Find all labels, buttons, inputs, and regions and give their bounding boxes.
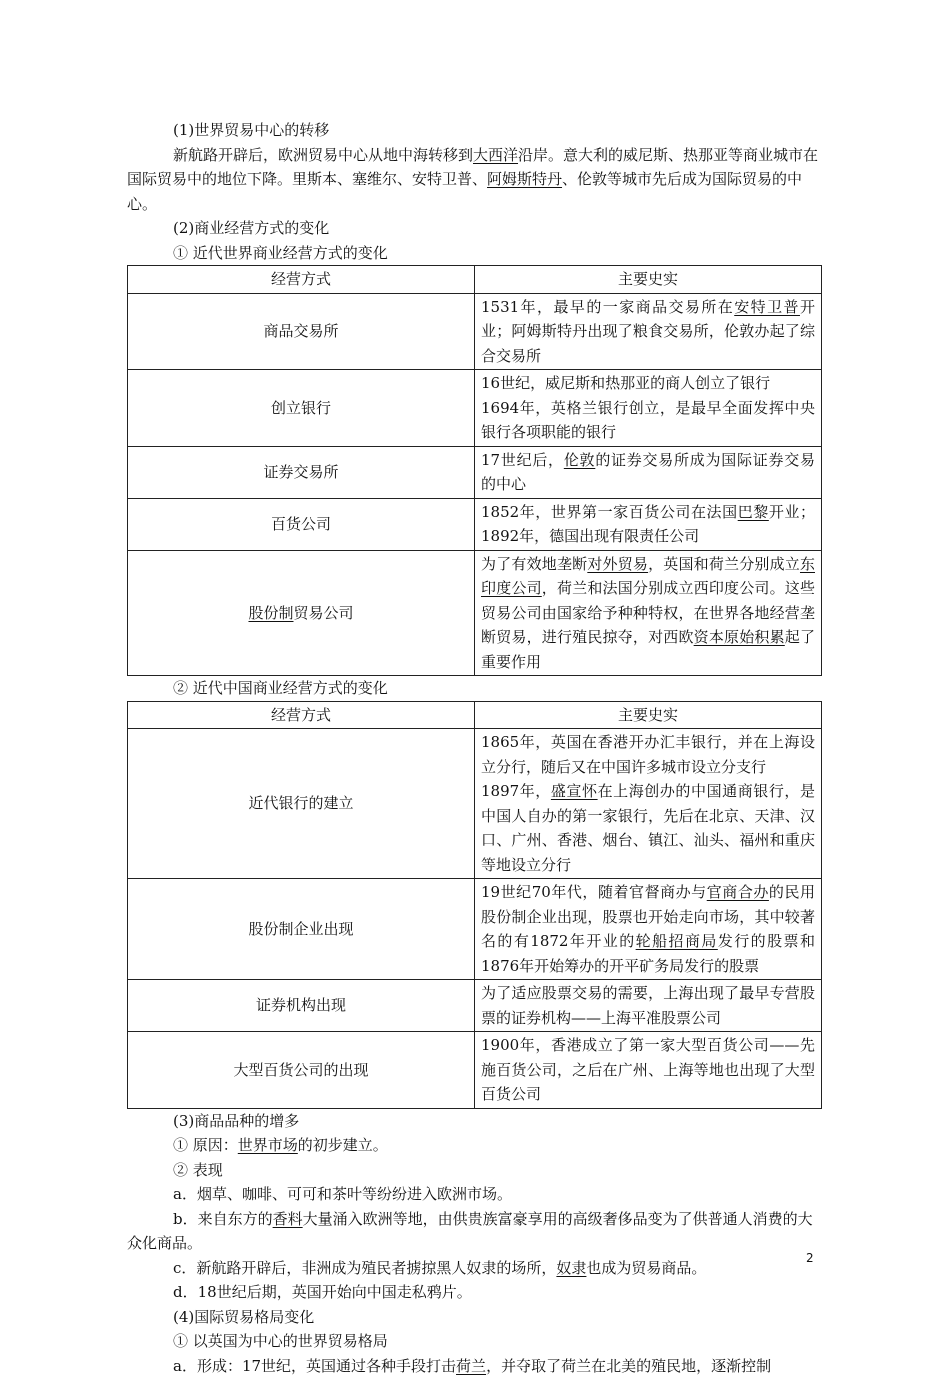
blank-atlantic: 大西洋 [473, 146, 518, 164]
table-world-business-modes [127, 265, 822, 676]
header-facts: 主要史实 [475, 266, 822, 294]
table-row [128, 879, 822, 980]
subheading-british-pattern: ① 以英国为中心的世界贸易格局 [127, 1329, 822, 1354]
row-label: 股份制贸易公司 [128, 550, 475, 676]
subheading-world-business: ① 近代世界商业经营方式的变化 [127, 241, 822, 266]
row-label: 百货公司 [128, 498, 475, 550]
table-china-business-modes [127, 701, 822, 1109]
table-row [128, 980, 822, 1032]
list-item: d．18世纪后期，英国开始向中国走私鸦片。 [127, 1280, 822, 1305]
table-header-row [128, 701, 822, 729]
row-label: 近代银行的建立 [128, 729, 475, 879]
row-label: 大型百货公司的出现 [128, 1032, 475, 1109]
section-heading-business-mode: (2)商业经营方式的变化 [127, 216, 822, 241]
document-body [127, 118, 822, 1378]
blank-slaves: 奴隶 [556, 1259, 586, 1277]
row-facts: 为了适应股票交易的需要，上海出现了最早专营股票的证券机构——上海平准股票公司 [475, 980, 822, 1032]
list-item: a．形成：17世纪，英国通过各种手段打击荷兰，并夺取了荷兰在北美的殖民地，逐渐控制 [127, 1354, 822, 1378]
paragraph-trade-center: 新航路开辟后，欧洲贸易中心从地中海转移到大西洋沿岸。意大利的威尼斯、热那亚等商业城市在国际贸易中的地位下降。里斯本、塞维尔、安特卫普、阿姆斯特丹、伦敦等城市先后成为国际贸易的中心。 [127, 143, 822, 217]
subheading-china-business: ② 近代中国商业经营方式的变化 [127, 676, 822, 701]
paragraph-manifestation: ② 表现 [127, 1158, 822, 1183]
page-number: 2 [806, 1251, 814, 1265]
list-item: c．新航路开辟后，非洲成为殖民者掳掠黑人奴隶的场所，奴隶也成为贸易商品。 [127, 1256, 822, 1281]
section-heading-goods-variety: (3)商品品种的增多 [127, 1109, 822, 1134]
table-row [128, 729, 822, 879]
table-row [128, 293, 822, 370]
row-label: 证券交易所 [128, 446, 475, 498]
paragraph-reason: ① 原因：世界市场的初步建立。 [127, 1133, 822, 1158]
row-facts: 1865年，英国在香港开办汇丰银行，并在上海设立分行，随后又在中国许多城市设立分支行 1897年，盛宣怀在上海创办的中国通商银行，是中国人自办的第一家银行，先后在北京、天津、汉口、广州、香港、烟台、镇江、汕头、福州和重庆等地设立分行 [475, 729, 822, 879]
table-header-row [128, 266, 822, 294]
row-facts: 1531年，最早的一家商品交易所在安特卫普开业；阿姆斯特丹出现了粮食交易所，伦敦办起了综合交易所 [475, 293, 822, 370]
row-facts: 1852年，世界第一家百货公司在法国巴黎开业；1892年，德国出现有限责任公司 [475, 498, 822, 550]
row-label: 商品交易所 [128, 293, 475, 370]
blank-amsterdam: 阿姆斯特丹 [487, 170, 562, 188]
section-heading-trade-pattern: (4)国际贸易格局变化 [127, 1305, 822, 1330]
table-row [128, 370, 822, 447]
header-mode: 经营方式 [128, 266, 475, 294]
row-facts: 16世纪，威尼斯和热那亚的商人创立了银行 1694年，英格兰银行创立，是最早全面发挥中央银行各项职能的银行 [475, 370, 822, 447]
row-facts: 1900年，香港成立了第一家大型百货公司——先施百货公司，之后在广州、上海等地也出现了大型百货公司 [475, 1032, 822, 1109]
list-item: b．来自东方的香料大量涌入欧洲等地，由供贵族富豪享用的高级奢侈品变为了供普通人消费的大众化商品。 [127, 1207, 822, 1256]
list-item: a．烟草、咖啡、可可和茶叶等纷纷进入欧洲市场。 [127, 1182, 822, 1207]
table-row [128, 498, 822, 550]
header-facts: 主要史实 [475, 701, 822, 729]
row-label: 创立银行 [128, 370, 475, 447]
table-row [128, 1032, 822, 1109]
blank-netherlands: 荷兰 [456, 1357, 486, 1375]
blank-spices: 香料 [273, 1210, 303, 1228]
row-label: 股份制企业出现 [128, 879, 475, 980]
header-mode: 经营方式 [128, 701, 475, 729]
table-row [128, 550, 822, 676]
table-row [128, 446, 822, 498]
row-facts: 19世纪70年代，随着官督商办与官商合办的民用股份制企业出现，股票也开始走向市场，其中较著名的有1872年开业的轮船招商局发行的股票和1876年开始筹办的开平矿务局发行的股票 [475, 879, 822, 980]
row-label: 证券机构出现 [128, 980, 475, 1032]
row-facts: 17世纪后，伦敦的证券交易所成为国际证券交易的中心 [475, 446, 822, 498]
section-heading-trade-center: (1)世界贸易中心的转移 [127, 118, 822, 143]
blank-world-market: 世界市场 [238, 1136, 298, 1154]
row-facts: 为了有效地垄断对外贸易，英国和荷兰分别成立东印度公司，荷兰和法国分别成立西印度公司。这些贸易公司由国家给予种种特权，在世界各地经营垄断贸易，进行殖民掠夺，对西欧资本原始积累起了重要作用 [475, 550, 822, 676]
